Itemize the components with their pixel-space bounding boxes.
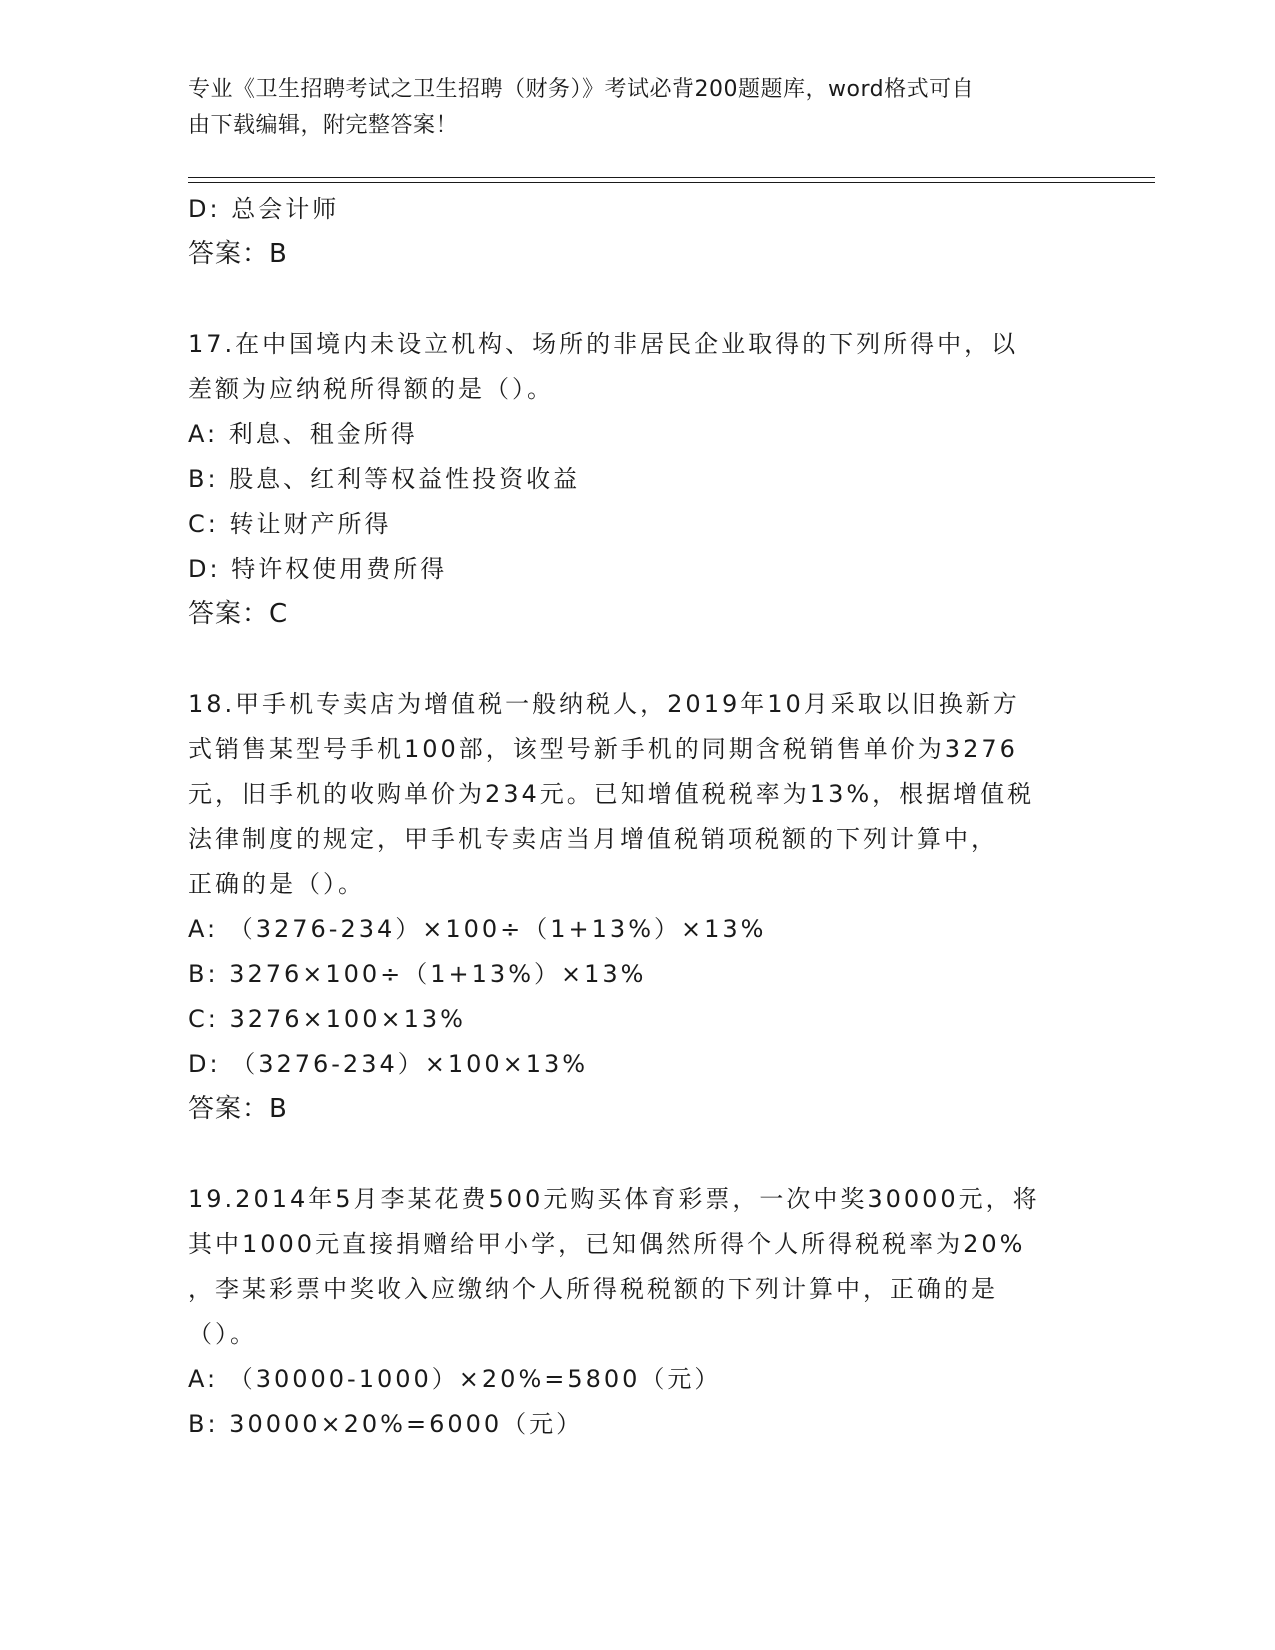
header-title-line-2: 由下载编辑，附完整答案！ (188, 113, 459, 138)
q18-text-line-1: 18.甲手机专卖店为增值税一般纳税人，2019年10月采取以旧换新方 (188, 690, 1020, 718)
spacer (188, 277, 1088, 322)
q18-option-c: C: 3276×100×13% (188, 1005, 466, 1033)
q18-answer: 答案：B (188, 1094, 288, 1124)
document-header (188, 72, 1068, 144)
document-body (188, 187, 1088, 1447)
header-title-line-1: 专业《卫生招聘考试之卫生招聘（财务）》考试必背200题题库，word格式可自 (188, 77, 975, 102)
question-17 (188, 322, 1088, 637)
prev-answer: 答案：B (188, 239, 288, 269)
q19-text-line-3: ，李某彩票中奖收入应缴纳个人所得税税额的下列计算中，正确的是 (188, 1275, 998, 1303)
q18-option-d: D: （3276-234）×100×13% (188, 1050, 589, 1078)
q17-option-d: D: 特许权使用费所得 (188, 555, 448, 583)
header-divider-bottom (188, 182, 1155, 183)
q17-answer: 答案：C (188, 599, 289, 629)
q18-option-b: B: 3276×100÷（1+13%）×13% (188, 960, 647, 988)
spacer (188, 637, 1088, 682)
q17-option-c: C: 转让财产所得 (188, 510, 392, 538)
q18-text-line-5: 正确的是（）。 (188, 870, 365, 898)
spacer (188, 1132, 1088, 1177)
question-18 (188, 682, 1088, 1132)
q17-text-line-2: 差额为应纳税所得额的是（）。 (188, 375, 554, 403)
header-divider-top (188, 177, 1155, 178)
q19-text-line-2: 其中1000元直接捐赠给甲小学，已知偶然所得个人所得税税率为20% (188, 1230, 1026, 1258)
q18-option-a: A: （3276-234）×100÷（1+13%）×13% (188, 915, 767, 943)
q17-option-b: B: 股息、红利等权益性投资收益 (188, 465, 581, 493)
q18-text-line-2: 式销售某型号手机100部，该型号新手机的同期含税销售单价为3276 (188, 735, 1018, 763)
q19-text-line-1: 19.2014年5月李某花费500元购买体育彩票，一次中奖30000元，将 (188, 1185, 1040, 1213)
q19-option-a: A: （30000-1000）×20%=5800（元） (188, 1365, 722, 1393)
q17-text-line-1: 17.在中国境内未设立机构、场所的非居民企业取得的下列所得中，以 (188, 330, 1019, 358)
q19-text-line-4: （）。 (188, 1320, 257, 1348)
prev-option-d: D: 总会计师 (188, 195, 340, 223)
question-19 (188, 1177, 1088, 1447)
q19-option-b: B: 30000×20%=6000（元） (188, 1410, 584, 1438)
q18-text-line-4: 法律制度的规定，甲手机专卖店当月增值税销项税额的下列计算中， (188, 825, 998, 853)
q17-option-a: A: 利息、租金所得 (188, 420, 418, 448)
q18-text-line-3: 元，旧手机的收购单价为234元。已知增值税税率为13%，根据增值税 (188, 780, 1035, 808)
